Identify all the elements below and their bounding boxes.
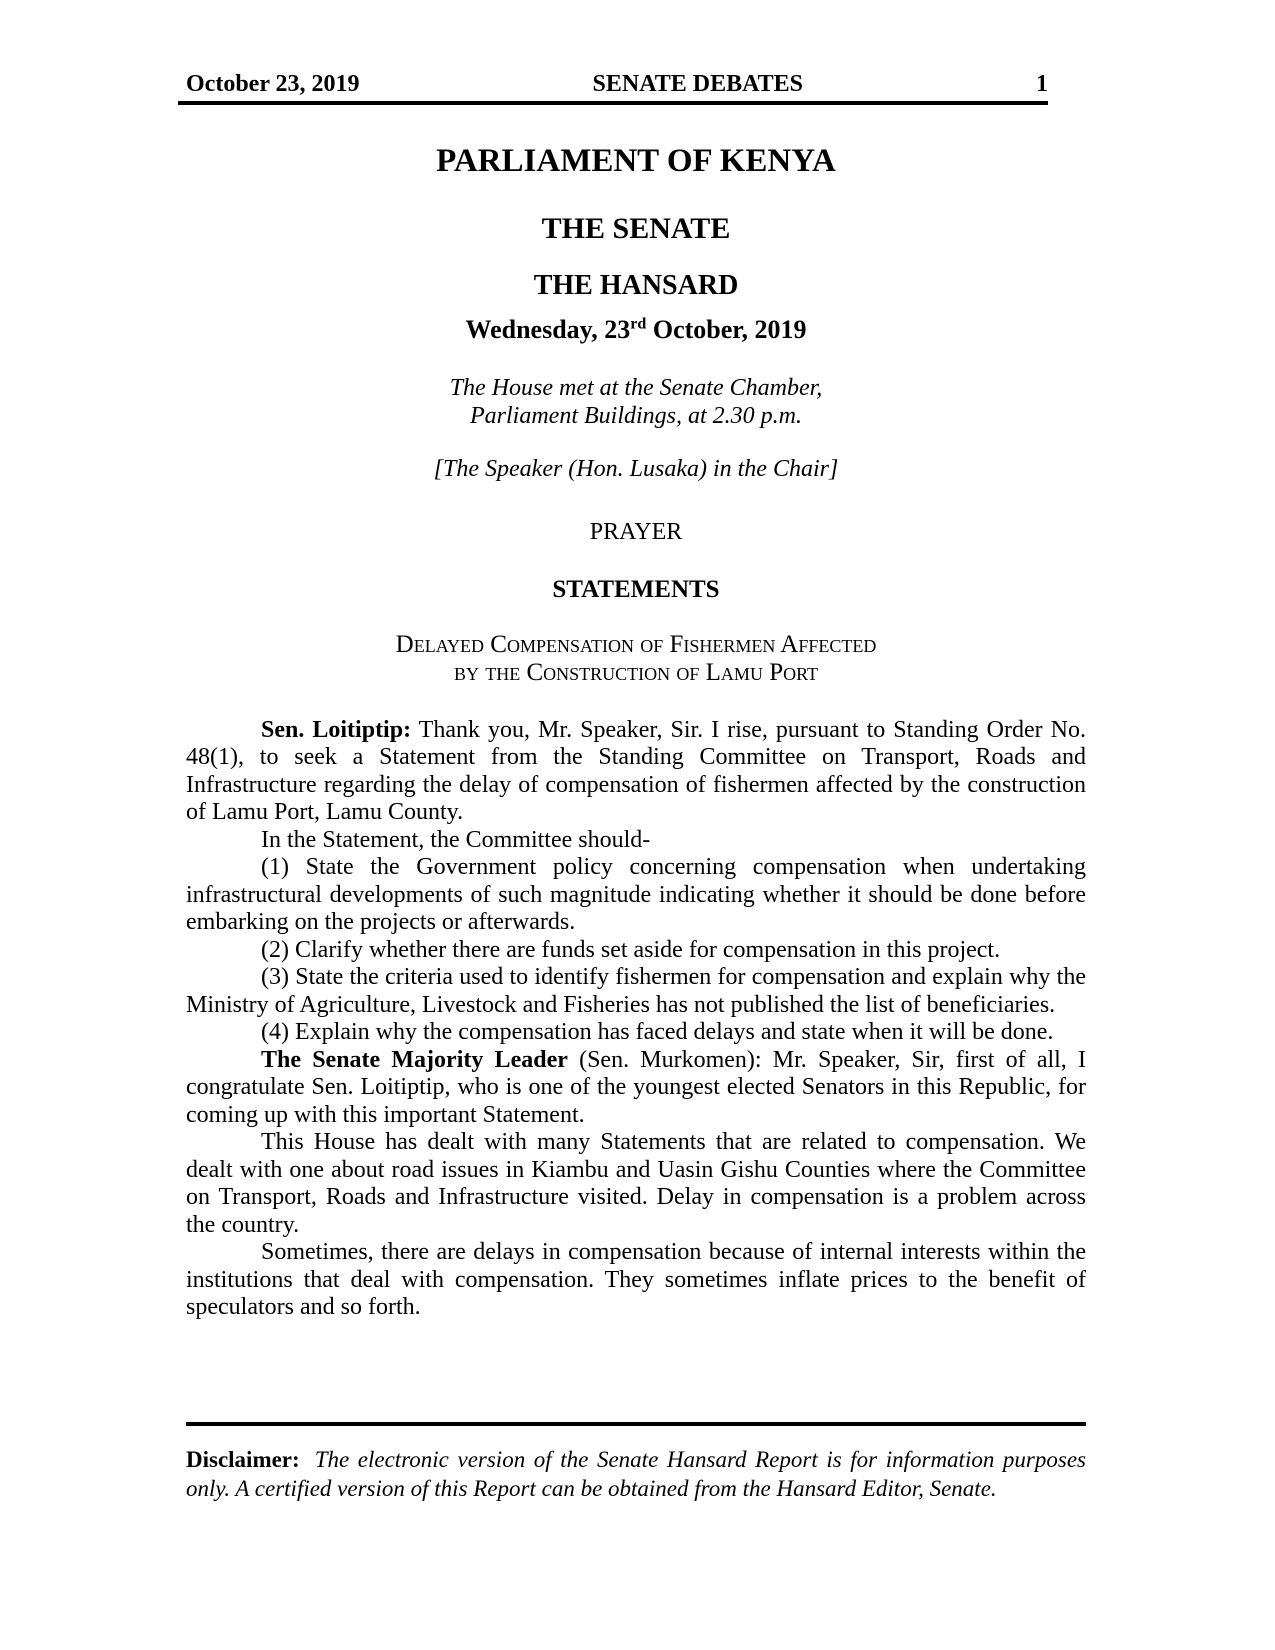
statement-paragraph — [186, 964, 1086, 1019]
statement-paragraph — [186, 854, 1086, 937]
paragraph-text: (2) Clarify whether there are funds set aside for compensation in this project. — [261, 936, 1001, 963]
chair-note: [The Speaker (Hon. Lusaka) in the Chair] — [433, 456, 839, 482]
statement-paragraph — [186, 1019, 1086, 1047]
statement-paragraph — [186, 827, 1086, 855]
paragraph-text: (Sen. Murkomen): Mr. Speaker, Sir, first of all, I congratulate Sen. Loitiptip, who is one of the youngest elected Senators in this Republic, for coming up with this important Statement. — [186, 1046, 1086, 1128]
meeting-note-line2: Parliament Buildings, at 2.30 p.m. — [470, 402, 802, 429]
paragraph-text: This House has dealt with many Statements that are related to compensation. We dealt with one about road issues in Kiambu and Uasin Gishu Counties where the Committee on Transport, Roads and Infrastructure visited. Delay in compensation is a problem across the country. — [186, 1129, 1086, 1238]
paragraph-text: In the Statement, the Committee should- — [261, 826, 651, 853]
running-header — [178, 70, 1048, 105]
paragraph-text: Sometimes, there are delays in compensation because of internal interests within the institutions that deal with compensation. They sometimes inflate prices to the benefit of speculators and so forth. — [186, 1239, 1086, 1320]
header-page-number: 1 — [1035, 71, 1048, 97]
prayer-heading: PRAYER — [589, 518, 683, 545]
speaker-name: The Senate Majority Leader — [261, 1046, 568, 1073]
sitting-date-ordinal: rd — [630, 315, 647, 333]
statement-title-line2: by the Construction of Lamu Port — [453, 658, 819, 686]
statements-heading: STATEMENTS — [552, 575, 720, 603]
meeting-note — [186, 375, 1086, 430]
sitting-date — [186, 315, 1086, 345]
sitting-date-prefix: Wednesday, 23 — [465, 315, 631, 344]
statement-paragraph — [186, 717, 1086, 827]
statement-title — [186, 631, 1086, 687]
document-title: PARLIAMENT OF KENYA — [436, 143, 836, 179]
debate-body — [186, 717, 1086, 1322]
statement-title-line1: Delayed Compensation of Fishermen Affected — [395, 630, 877, 658]
paragraph-text: Thank you, Mr. Speaker, Sir. I rise, pursuant to Standing Order No. 48(1), to seek a Statement from the Standing Committee on Transport, Roads and Infrastructure regarding the delay of compensation of fishermen affected by the construction of Lamu Port, Lamu County. — [186, 716, 1087, 825]
header-title: SENATE DEBATES — [592, 71, 804, 97]
paragraph-text: (1) State the Government policy concerning compensation when undertaking infrastructural developments of such magnitude indicating whether it should be done before embarking on the projects or afterwards. — [186, 854, 1086, 935]
paragraph-text: (3) State the criteria used to identify fishermen for compensation and explain why the Ministry of Agriculture, Livestock and Fisheries has not published the list of beneficiaries. — [186, 964, 1086, 1018]
disclaimer-text: The electronic version of the Senate Hansard Report is for information purposes only. A certified version of this Report can be obtained from the Hansard Editor, Senate. — [186, 1447, 1086, 1501]
statement-paragraph — [186, 1047, 1086, 1130]
meeting-note-line1: The House met at the Senate Chamber, — [449, 375, 823, 401]
paragraph-text: (4) Explain why the compensation has faced delays and state when it will be done. — [261, 1019, 1054, 1045]
disclaimer — [186, 1445, 1086, 1503]
text-column — [186, 0, 1086, 1322]
statement-paragraph — [186, 1129, 1086, 1239]
document-subtitle: THE SENATE — [541, 212, 731, 245]
hansard-heading: THE HANSARD — [533, 270, 739, 301]
page-footer — [186, 1422, 1086, 1503]
sitting-date-suffix: October, 2019 — [646, 315, 807, 344]
disclaimer-label: Disclaimer: — [186, 1447, 300, 1472]
statement-paragraph — [186, 937, 1086, 965]
speaker-name: Sen. Loitiptip: — [261, 716, 412, 743]
statement-paragraph — [186, 1239, 1086, 1322]
header-date: October 23, 2019 — [186, 71, 360, 97]
masthead — [186, 143, 1086, 687]
